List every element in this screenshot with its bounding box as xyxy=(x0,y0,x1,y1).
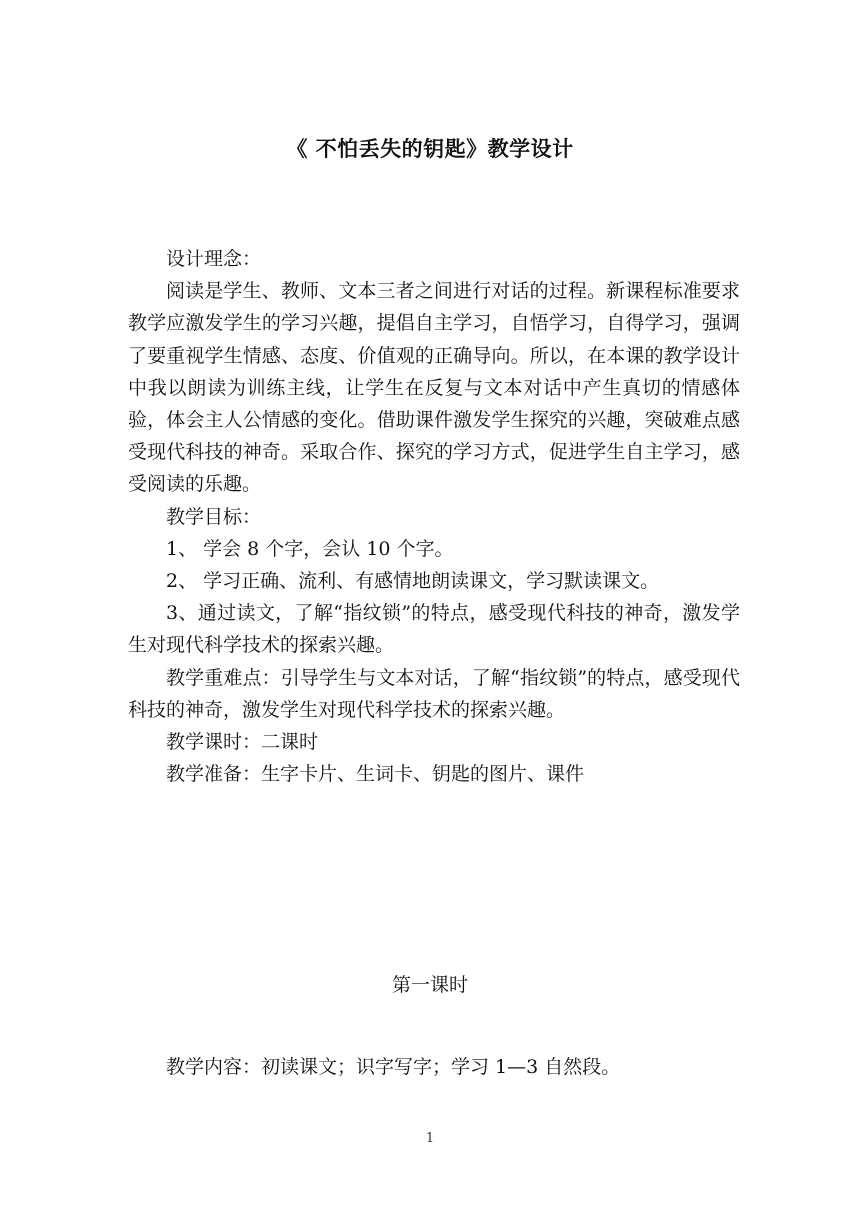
paragraph-design-concept-heading: 设计理念： xyxy=(166,248,262,270)
paragraph-goals-heading: 教学目标： xyxy=(166,505,262,528)
paragraph-goal-2: 2、 学习正确、流利、有感情地朗读课文，学习默读课文。 xyxy=(166,570,660,593)
paragraph-goal-1: 1、 学会 8 个字，会认 10 个字。 xyxy=(166,537,454,560)
document-body xyxy=(128,243,740,790)
paragraph-design-concept: 阅读是学生、教师、文本三者之间进行对话的过程。新课程标准要求教学应激发学生的学习兴趣，提倡自主学习，自悟学习，自得学习，强调了要重视学生情感、态度、价值观的正确导向。所以，在本课的教学设计中我以朗读为训练主线，让学生在反复与文本对话中产生真切的情感体验，体会主人公情感的变化。借助课件激发学生探究的兴趣，突破难点感受现代科技的神奇。采取合作、探究的学习方式，促进学生自主学习，感受阅读的乐趣。 xyxy=(128,280,740,496)
page-number: 1 xyxy=(425,1131,435,1146)
document-title: 《 不怕丢失的钥匙》教学设计 xyxy=(286,136,574,161)
section-heading: 第一课时 xyxy=(391,974,468,996)
paragraph-goal-3: 3、通过读文，了解“指纹锁”的特点，感受现代科技的神奇，激发学生对现代科学技术的探索兴趣。 xyxy=(128,602,740,657)
paragraph-key-points: 教学重难点：引导学生与文本对话，了解“指纹锁”的特点，感受现代科技的神奇，激发学生对现代科学技术的探索兴趣。 xyxy=(128,666,740,721)
teaching-content-line: 教学内容：初读课文；识字写字；学习 1—3 自然段。 xyxy=(166,1056,621,1078)
paragraph-preparation: 教学准备：生字卡片、生词卡、钥匙的图片、课件 xyxy=(166,763,585,786)
paragraph-class-hours: 教学课时：二课时 xyxy=(166,731,319,754)
